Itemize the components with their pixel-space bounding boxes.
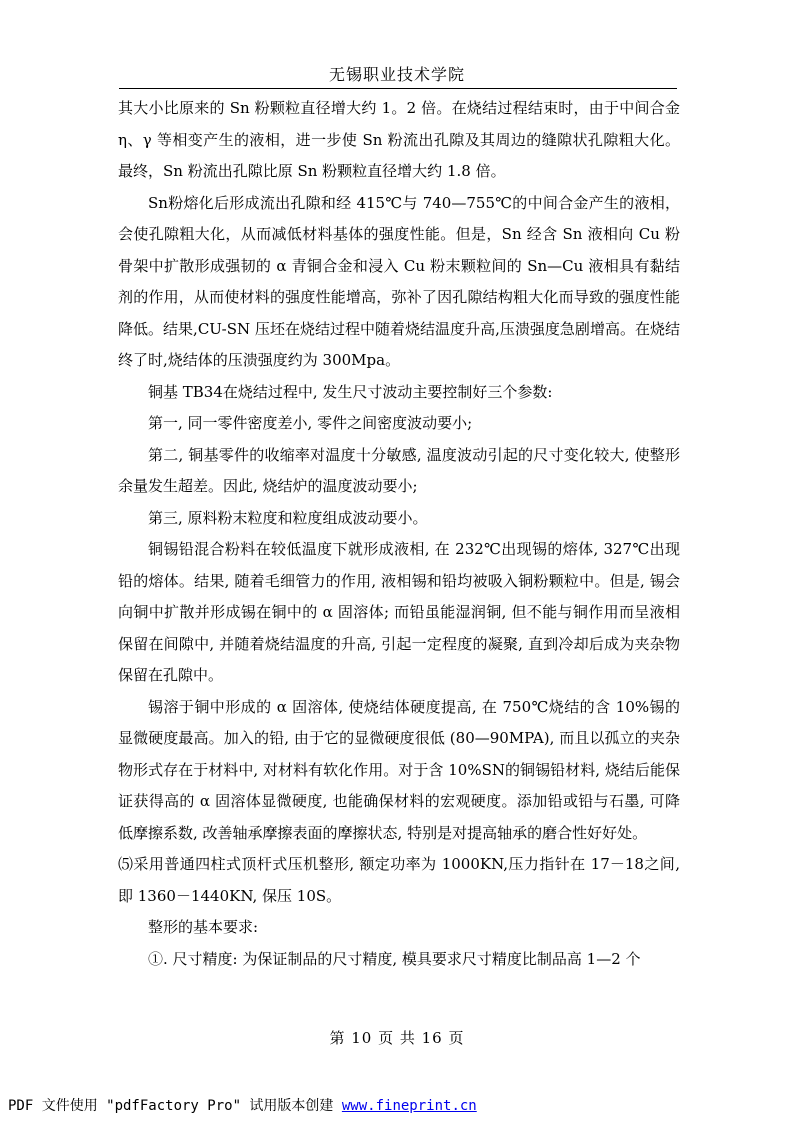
header-divider (119, 88, 677, 89)
paragraph: 整形的基本要求: (148, 918, 259, 936)
paragraph: Sn粉熔化后形成流出孔隙和经 415℃与 740—755℃的中间合金产生的液相，会使孔隙粗大化，从而减低材料基体的强度性能。但是，Sn 经含 Sn 液相向 Cu 粉骨架中扩散形成强韧的 α 青铜合金和浸入 Cu 粉末颗粒间的 Sn—Cu 液相具有黏结剂的作用，从而使材料的强度性能增高，弥补了因孔隙结构粗大化而导致的强度性能降低。结果,CU-SN 压坯在烧结过程中随着烧结温度升高,压溃强度急剧增高。在烧结终了时,烧结体的压溃强度约为 300Mpa。 (118, 193, 680, 369)
paragraph: 第三, 原料粉末粒度和粒度组成波动要小。 (148, 508, 428, 527)
page-number-footer: 第 10 页 共 16 页 (329, 1029, 465, 1047)
paragraph: 其大小比原来的 Sn 粉颗粒直径增大约 1。2 倍。在烧结过程结束时，由于中间合金 η、γ 等相变产生的液相，进一步使 Sn 粉流出孔隙及其周边的缝隙状孔隙粗大化。最终，Sn 粉流出孔隙比原 Sn 粉颗粒直径增大约 1.8 倍。 (118, 99, 680, 180)
pdf-creator-banner (8, 1095, 477, 1115)
paragraph: 第一, 同一零件密度差小, 零件之间密度波动要小; (148, 414, 473, 432)
fineprint-link[interactable]: www.fineprint.cn (341, 1098, 477, 1114)
paragraph: 铜锡铅混合粉料在较低温度下就形成液相, 在 232℃出现锡的熔体, 327℃出现铅的熔体。结果, 随着毛细管力的作用, 液相锡和铅均被吸入铜粉颗粒中。但是, 锡会向铜中扩散并形成锡在铜中的 α 固溶体; 而铅虽能湿润铜, 但不能与铜作用而呈液相保留在间隙中, 并随着烧结温度的升高, 引起一定程度的凝聚, 直到冷却后成为夹杂物保留在孔隙中。 (118, 540, 680, 684)
page-header-title: 无锡职业技术学院 (328, 65, 465, 84)
paragraph: 锡溶于铜中形成的 α 固溶体, 使烧结体硬度提高, 在 750℃烧结的含 10%锡的显微硬度最高。加入的铅, 由于它的显微硬度很低 (80—90MPA), 而且以孤立的夹杂物形式存在于材料中, 对材料有软化作用。对于含 10%SN的铜锡铅材料, 烧结后能保证获得高的 α 固溶体显微硬度, 也能确保材料的宏观硬度。添加铅或铅与石墨, 可降低摩擦系数, 改善轴承摩擦表面的摩擦状态, 特别是对提高轴承的磨合性好好处。 (118, 697, 680, 842)
paragraph: ⑸采用普通四柱式顶杆式压机整形, 额定功率为 1000KN,压力指针在 17－18之间, 即 1360－1440KN, 保压 10S。 (118, 855, 680, 905)
pdf-banner-text: PDF 文件使用 "pdfFactory Pro" 试用版本创建 (8, 1098, 342, 1114)
paragraph: 铜基 TB34在烧结过程中, 发生尺寸波动主要控制好三个参数: (148, 382, 553, 401)
paragraph: ①. 尺寸精度: 为保证制品的尺寸精度, 模具要求尺寸精度比制品高 1—2 个 (148, 949, 641, 968)
paragraph: 第二, 铜基零件的收缩率对温度十分敏感, 温度波动引起的尺寸变化较大, 使整形余量发生超差。因此, 烧结炉的温度波动要小; (118, 445, 680, 495)
document-body (118, 93, 680, 975)
